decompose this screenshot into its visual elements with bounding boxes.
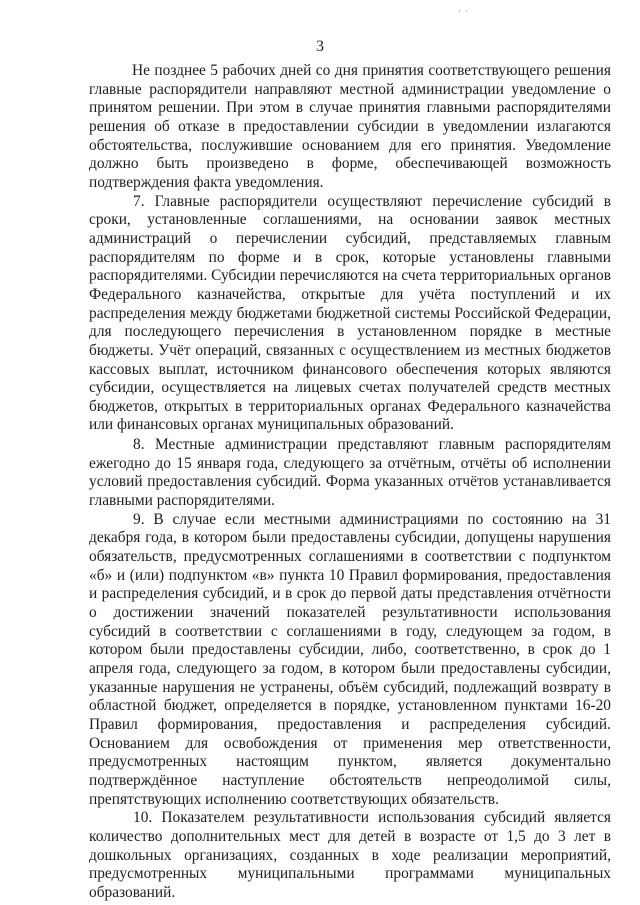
paragraph-notification: Не позднее 5 рабочих дней со дня принятия соответствующего решения главные распорядители направляют местной администрации уведомление о принятом решении. При этом в случае принятия главными распорядителями решения об отказе в предоставлении субсидии в уведомлении излагаются обстоятельства, послужившие основанием для его принятия. Уведомление должно быть произведено в форме, обеспечивающей возможность подтверждения факта уведомления. [89,62,611,191]
paragraph-9: 9. В случае если местными администрациями по состоянию на 31 декабря года, в котором были предоставлены субсидии, допущены нарушения обязательств, предусмотренных соглашениями в соответствии с подпунктом «б» и (или) подпунктом «в» пункта 10 Правил формирования, предоставления и распределения субсидий, и в срок до первой даты представления отчётности о достижении значений показателей результативности использования субсидий в соответствии с соглашениями в году, следующем за годом, в котором были предоставлены субсидии, либо, соответственно, в срок до 1 апреля года, следующего за годом, в котором были предоставлены субсидии, указанные нарушения не устранены, объём субсидий, подлежащий возврату в областной бюджет, определяется в порядке, установленном пунктами 16-20 Правил формирования, предоставления и распределения субсидий. Основанием для освобождения от применения мер ответственности, предусмотренных настоящим пунктом, является документально подтверждённое наступление обстоятельств непреодолимой силы, препятствующих исполнению соответствующих обязательств. [89,510,611,808]
scan-artifact: · · [458,6,470,16]
document-body [89,62,611,903]
paragraph-7: 7. Главные распорядители осуществляют перечисление субсидий в сроки, установленные соглашениями, на основании заявок местных администраций о перечислении субсидий, представляемых главным распорядителям по форме и в срок, которые установлены главными распорядителями. Субсидии перечисляются на счета территориальных органов Федерального казначейства, открытые для учёта поступлений и их распределения между бюджетами бюджетной системы Российской Федерации, для последующего перечисления в установленном порядке в местные бюджеты. Учёт операций, связанных с осуществлением из местных бюджетов кассовых выплат, источником финансового обеспечения которых являются субсидии, осуществляется на лицевых счетах получателей средств местных бюджетов, открытых в территориальных органах Федерального казначейства или финансовых органах муниципальных образований. [89,192,611,434]
paragraph-8: 8. Местные администрации представляют главным распорядителям ежегодно до 15 января года, следующего за отчётным, отчёты об исполнении условий предоставления субсидий. Форма указанных отчётов устанавливается главными распорядителями. [89,436,611,510]
page-number: 3 [316,38,324,55]
paragraph-10: 10. Показателем результативности использования субсидий является количество дополнительных мест для детей в возрасте от 1,5 до 3 лет в дошкольных организациях, созданных в ходе реализации мероприятий, предусмотренных муниципальными программами муниципальных образований. [89,809,611,901]
